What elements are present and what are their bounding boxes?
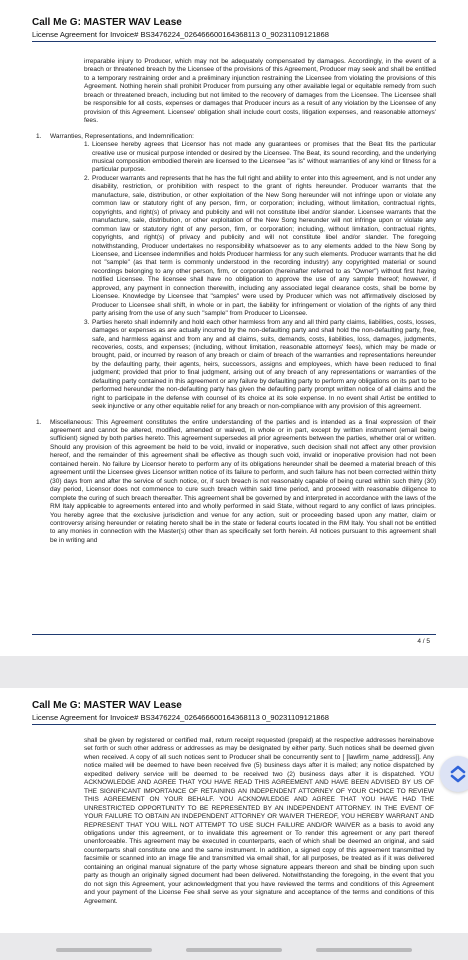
- continued-paragraph: shall be given by registered or certified mail, return receipt requested (prepaid) at the respective addresses hereinabove set forth or such other address or addresses as may be designated by either party. Such notices shall be deemed given when received. A copy of all such notices sent to Producer shall be concurrently sent to [ [lawfirm_name_address]]. Any notice mailed will be deemed to have been received five (5) business days after it is mailed; any notice dispatched by expedited delivery service will be deemed to be received two (2) business days after it is dispatched. YOU ACKNOWLEDGE AND AGREE THAT YOU HAVE READ THIS AGREEMENT AND HAVE BEEN ADVISED BY US OF THE SIGNIFICANT IMPORTANCE OF RETAINING AN INDEPENDENT ATTORNEY OF YOUR CHOICE TO REVIEW THIS AGREEMENT ON YOUR BEHALF. YOU ACKNOWLEDGE AND AGREE THAT YOU HAVE HAD THE UNRESTRICTED OPPORTUNITY TO BE REPRESENTED BY AN INDEPENDENT ATTORNEY. IN THE EVENT OF YOUR FAILURE TO OBTAIN AN INDEPENDENT ATTORNEY OR WAIVER THEREOF, YOU HEREBY WARRANT AND REPRESENT THAT YOU WILL NOT ATTEMPT TO USE SUCH FAILURE AND/OR WAIVER as a basis to avoid any obligations under this agreement, or to invalidate this agreement or To render this agreement or any part thereof unenforceable. This agreement may be executed in counterparts, each of which shall be deemed an original, and said counterparts shall constitute one and the same instrument. In addition, a signed copy of this agreement transmitted by facsimile or scanned into an image file and transmitted via email shall, for all purposes, be treated as if it was delivered containing an original manual signature of the party whose signature appears thereon and shall be binding upon such party as though an originally signed document had been delivered. Notwithstanding the foregoing, in the event that you do not sign this Agreement, your acknowledgment that you have reviewed the terms and conditions of this Agreement and your payment of the License Fee shall serve as your signature and acceptance of the terms and conditions of this Agreement.: [84, 737, 434, 905]
- item-text: Producer warrants and represents that he has the full right and ability to enter into this agreement, and is not under any disability, restriction, or prohibition with respect to the grant of rights hereunder. Producer warrants that the manufacture, sale, distribution, or other exploitation of the New Song hereunder will not infringe upon or violate any common law or statutory right of any person, firm, or corporation; including, without limitation, contractual rights, copyrights, and right(s) of privacy and publicity and will not constitute libel and/or slander. Licensee warrants that the manufacture, sale, distribution, or other exploitation of the New Song hereunder will not infringe upon or violate any common law or statutory right of any person, firm, or corporation; including, without limitation, contractual rights, copyrights, and right(s) of privacy and publicity and will not constitute libel and/or slander. The foregoing notwithstanding, Producer undertakes no responsibility whatsoever as to any elements added to the New Song by Licensee, and Licensee indemnifies and holds Producer harmless for any such elements. Producer warrants that he did not "sample" (as that term is commonly understood in the recording industry) any copyrighted material or sound recordings belonging to any other person, firm, or corporation (hereinafter referred to as "Owner") without first having notified Licensee. The licensee shall have no obligation to approve the use of any sample thereof; however, if approved, any payment in connection therewith, including any associated legal clearance costs, shall be borne by Licensee. Knowledge by Licensee that "samples" were used by Producer which was not affirmatively disclosed by Producer to Licensee shall shift, in whole or in part, the liability for infringement or violation of the rights of any third party arising from the use of any such "sample" from Producer to Licensee.: [92, 174, 436, 318]
- item-text: Parties hereto shall indemnify and hold each other harmless from any and all third party claims, liabilities, costs, losses, damages or expenses as are actually incurred by the non-defaulting party and shall hold the non-defaulting party, free, safe, and harmless against and from any and all claims, suits, demands, costs, liabilities, loss, damages, judgments, recoveries, costs, and expenses; (including, without limitation, reasonable attorneys' fees), which may be made or brought, paid, or incurred by reason of any breach or claim of breach of the warranties and representations hereunder by the defaulting party, their agents, heirs, successors, assigns and employees, which have been reduced to final judgment; provided that prior to final judgment, arising out of any breach of any representations or warranties of the defaulting party contained in this agreement or any failure by defaulting party to perform any obligations on its part to be performed hereunder the non-defaulting party has given the defaulting party prompt written notice of all claims and the right to participate in the defense with counsel of its choice at its sole expense. In no event shall Artist be entitled to seek injunctive or any other equitable relief for any breach or non-compliance with any provision of this agreement.: [92, 318, 436, 411]
- footer-divider: [32, 634, 436, 635]
- page-body: [34, 58, 436, 545]
- item-number: 3.: [84, 318, 90, 326]
- miscellaneous-section: [36, 418, 436, 546]
- section-heading: Warranties, Representations, and Indemnification:: [50, 132, 194, 140]
- document-title: Call Me G: MASTER WAV Lease: [32, 17, 182, 28]
- section-number: 1.: [36, 132, 42, 140]
- scroll-page-button[interactable]: [440, 756, 468, 792]
- page-header: [32, 16, 436, 42]
- warranties-list: [50, 141, 436, 412]
- list-item: [84, 174, 436, 319]
- document-subtitle: License Agreement for Invoice# BS3476224_026466600164368113 0_90231109121868: [32, 712, 436, 725]
- page-body: [84, 737, 434, 906]
- item-number: 2.: [84, 174, 90, 182]
- tab-indicator-left[interactable]: [56, 948, 152, 952]
- section-number: 1.: [36, 418, 42, 426]
- page-gap: [0, 656, 468, 688]
- double-chevron-icon: [449, 764, 467, 784]
- tab-indicator-center[interactable]: [186, 948, 282, 952]
- intro-paragraph: irreparable injury to Producer, which may not be adequately compensated by damages. Accordingly, in the event of a breach or threatened breach by the Licensee of the provisions of this Agreement, Producer may seek and shall be entitled to a temporary restraining order and a preliminary injunction restraining the Licensee from violating the provisions of this Agreement. Nothing herein shall prohibit Producer from pursuing any other available legal or equitable remedy from such breach or threatened breach, including but not limited to the recovery of damages from the Licensee. The Licensee shall be responsible for all costs, expenses or damages that Producer incurs as a result of any violation by the Licensee of any provision of this Agreement. Licensee' obligation shall include court costs, litigation expenses, and reasonable attorneys' fees.: [84, 58, 436, 125]
- section-text: Miscellaneous: This Agreement constitutes the entire understanding of the parties and is intended as a final expression of their agreement and cannot be altered, modified, amended or waived, in whole or in part, except by written instrument (email being sufficient) signed by both parties hereto. This agreement supersedes all prior agreements between the parties, whether oral or written. Should any provision of this agreement be held to be void, invalid or inoperative, such decision shall not affect any other provision hereof, and the remainder of this agreement shall be effective as though such void, invalid or inoperative provision had not been contained herein. No failure by Licensor hereto to perform any of its obligations hereunder shall be deemed a material breach of this agreement until the Licensee gives Licensor written notice of its failure to perform, and such failure has not been corrected within thirty (30) days from and after the service of such notice, or, if such breach is not reasonably capable of being cured within such thirty (30) day period, Licensor does not commence to cure such breach within said time period, and proceed with reasonable diligence to complete the curing of such breach thereafter. This agreement shall be governed by and interpreted in accordance with the laws of the RM Italy applicable to agreements entered into and wholly performed in said State, without regard to any conflict of laws principles. You hereby agree that the exclusive jurisdiction and venue for any action, suit or proceeding based upon any matter, claim or controversy arising hereunder or relating hereto shall be in the state or federal courts located in the RM Italy. You shall not be entitled to any monies in connection with the Master(s) other than as specifically set forth herein. All notices pursuant to this agreement shall be in writing and: [50, 418, 436, 544]
- page-header: [32, 699, 436, 725]
- page-number: 4 / 5: [417, 638, 430, 645]
- list-item: [84, 318, 436, 412]
- tab-indicator-right[interactable]: [316, 948, 412, 952]
- document-page-5: [0, 688, 468, 933]
- item-number: 1.: [84, 141, 90, 149]
- list-item: [84, 141, 436, 175]
- document-title: Call Me G: MASTER WAV Lease: [32, 700, 182, 711]
- item-text: Licensee hereby agrees that Licensor has not made any guarantees or promises that the Beat fits the particular creative use or musical purpose intended or desired by the Licensee. The Beat, its sound recording, and the underlying musical composition embodied therein are licensed to the Licensee "as is" without warranties of any kind or fitness for a particular purpose.: [92, 141, 436, 174]
- document-subtitle: License Agreement for Invoice# BS3476224_026466600164368113 0_90231109121868: [32, 29, 436, 42]
- warranties-section: [36, 132, 436, 412]
